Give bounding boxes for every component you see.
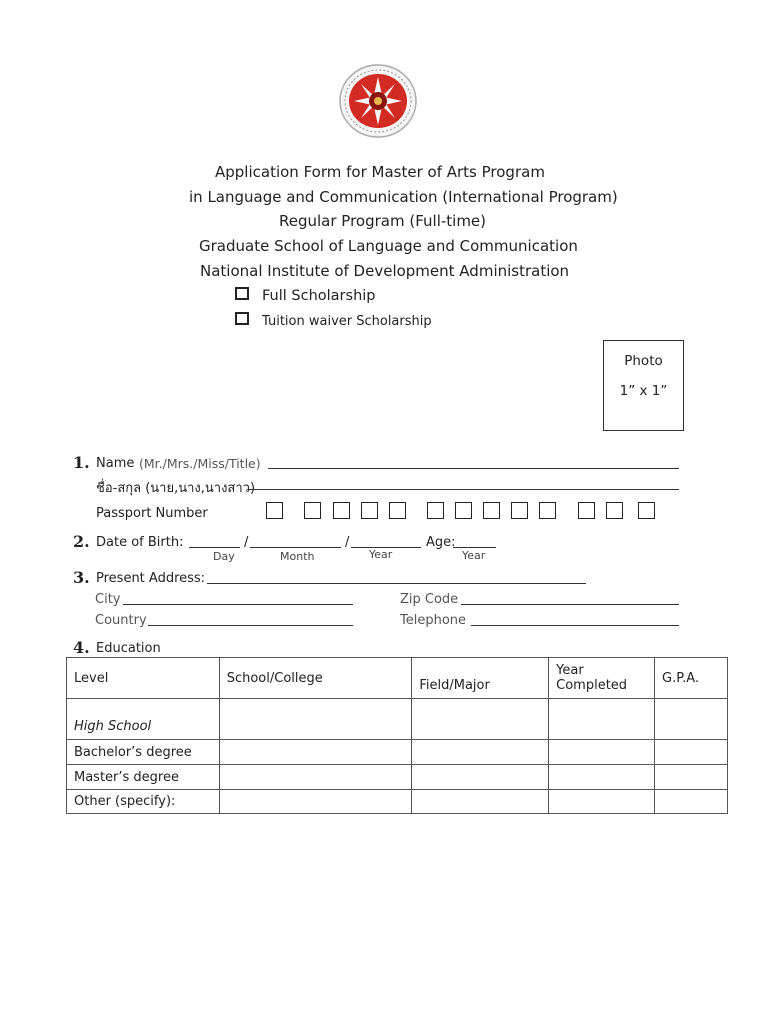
table-cell[interactable] [219, 790, 412, 814]
name-field[interactable] [268, 468, 679, 469]
table-cell[interactable] [655, 765, 728, 790]
education-table [66, 657, 728, 814]
full-scholarship-label: Full Scholarship [262, 288, 376, 304]
title-line-4: Graduate School of Language and Communication [199, 237, 578, 255]
section-4-number: 4. [73, 638, 90, 657]
table-cell[interactable] [412, 790, 549, 814]
thai-name-label: ชื่อ-สกุล (นาย,นาง,นางสาว) [96, 481, 256, 496]
passport-digit-box[interactable] [578, 502, 595, 519]
section-2-number: 2. [73, 532, 90, 551]
header-level: Level [67, 658, 220, 699]
passport-digit-box[interactable] [606, 502, 623, 519]
dob-label: Date of Birth: [96, 535, 184, 550]
address-label: Present Address: [96, 571, 206, 586]
city-label: City [95, 592, 121, 607]
day-caption: Day [213, 550, 235, 563]
table-row [67, 699, 728, 740]
passport-digit-box[interactable] [389, 502, 406, 519]
row-level-label: Other (specify): [67, 790, 220, 814]
passport-digit-box[interactable] [304, 502, 321, 519]
table-cell[interactable] [549, 765, 655, 790]
telephone-label: Telephone [400, 613, 467, 628]
photo-label: Photo [624, 353, 663, 369]
full-scholarship-checkbox[interactable] [235, 287, 249, 300]
header-field: Field/Major [412, 658, 549, 699]
zip-label: Zip Code [400, 592, 459, 607]
country-field[interactable] [148, 625, 353, 626]
passport-digit-box[interactable] [333, 502, 350, 519]
header-gpa: G.P.A. [655, 658, 728, 699]
zip-field[interactable] [461, 604, 679, 605]
thai-name-field[interactable] [249, 489, 679, 490]
row-level-label: High School [67, 699, 220, 740]
table-cell[interactable] [412, 699, 549, 740]
dob-day-field[interactable] [189, 547, 240, 548]
table-cell[interactable] [549, 699, 655, 740]
row-level-label: Bachelor’s degree [67, 740, 220, 765]
passport-digit-box[interactable] [511, 502, 528, 519]
dob-separator: / [345, 535, 350, 550]
photo-size: 1” x 1” [619, 383, 668, 399]
title-line-3: Regular Program (Full-time) [279, 212, 487, 230]
passport-digit-box[interactable] [455, 502, 472, 519]
passport-digit-box[interactable] [483, 502, 500, 519]
country-label: Country [95, 613, 147, 628]
passport-digit-box[interactable] [266, 502, 283, 519]
name-label: Name [96, 456, 135, 471]
title-line-2: in Language and Communication (International Program) [189, 188, 618, 206]
passport-label: Passport Number [96, 506, 208, 521]
address-field[interactable] [207, 583, 586, 584]
section-3-number: 3. [73, 568, 90, 587]
table-cell[interactable] [219, 765, 412, 790]
dob-separator: / [244, 535, 249, 550]
tuition-waiver-checkbox[interactable] [235, 312, 249, 325]
title-line-1: Application Form for Master of Arts Program [215, 163, 545, 181]
table-header-row [67, 658, 728, 699]
passport-digit-box[interactable] [427, 502, 444, 519]
photo-box[interactable] [603, 340, 684, 431]
year-caption: Year [369, 548, 393, 561]
table-cell[interactable] [219, 699, 412, 740]
month-caption: Month [280, 550, 315, 563]
table-cell[interactable] [412, 740, 549, 765]
row-level-label: Master’s degree [67, 765, 220, 790]
name-hint: (Mr./Mrs./Miss/Title) [139, 456, 261, 471]
header-year: Year Completed [549, 658, 655, 699]
table-cell[interactable] [549, 790, 655, 814]
table-cell[interactable] [655, 790, 728, 814]
table-row [67, 740, 728, 765]
age-label: Age: [426, 535, 456, 550]
table-cell[interactable] [219, 740, 412, 765]
passport-digit-box[interactable] [638, 502, 655, 519]
institute-logo [337, 62, 419, 140]
title-line-5: National Institute of Development Administration [200, 262, 570, 280]
passport-digit-box[interactable] [361, 502, 378, 519]
city-field[interactable] [123, 604, 353, 605]
dob-month-field[interactable] [250, 547, 341, 548]
table-row [67, 790, 728, 814]
table-row [67, 765, 728, 790]
age-field[interactable] [453, 547, 496, 548]
table-cell[interactable] [549, 740, 655, 765]
section-1-number: 1. [73, 453, 90, 472]
telephone-field[interactable] [471, 625, 679, 626]
tuition-waiver-label: Tuition waiver Scholarship [262, 314, 432, 329]
table-cell[interactable] [655, 740, 728, 765]
header-school: School/College [219, 658, 412, 699]
table-cell[interactable] [412, 765, 549, 790]
education-label: Education [96, 641, 161, 656]
table-cell[interactable] [655, 699, 728, 740]
age-year-caption: Year [462, 549, 486, 562]
passport-digit-box[interactable] [539, 502, 556, 519]
